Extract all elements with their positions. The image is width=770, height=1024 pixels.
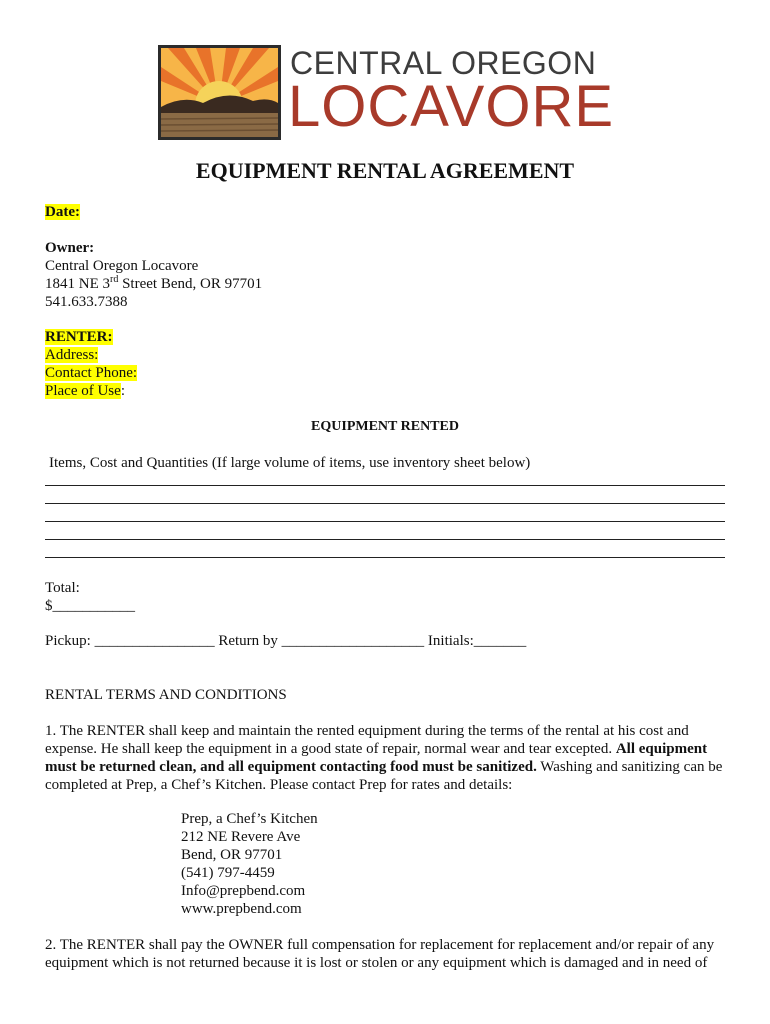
logo-text-bottom: LOCAVORE <box>288 74 615 139</box>
equipment-line[interactable] <box>45 521 725 522</box>
equipment-heading: EQUIPMENT RENTED <box>311 419 459 434</box>
renter-address-label: Address: <box>45 347 99 363</box>
renter-place-colon: : <box>120 383 125 399</box>
terms-p1-text: 1. The RENTER shall keep and maintain the rented equipment during the terms of the rental at his cost and expense. He shall keep the equipment in a good state of repair, normal wear and tear excepted. <box>45 723 689 757</box>
terms-heading: RENTAL TERMS AND CONDITIONS <box>45 687 287 703</box>
sunrise-logo-icon <box>158 45 281 140</box>
renter-phone-label: Contact Phone: <box>45 365 138 381</box>
prep-street: 212 NE Revere Ave <box>181 829 301 845</box>
prep-name: Prep, a Chef’s Kitchen <box>181 811 318 827</box>
equipment-line[interactable] <box>45 485 725 486</box>
document-title: EQUIPMENT RENTAL AGREEMENT <box>195 158 575 183</box>
terms-paragraph-2: 2. The RENTER shall pay the OWNER full compensation for replacement for replacement and/or repair of any equipment which is not returned because it is lost or stolen or any equipment which is damaged and in need of <box>45 937 715 971</box>
equipment-line[interactable] <box>45 503 725 504</box>
terms-p1-bold: All equipment must be returned clean, and all equipment contacting food must be sanitized. <box>45 741 708 775</box>
owner-label: Owner: <box>45 240 95 256</box>
total-label: Total: <box>45 580 80 596</box>
renter-phone-field[interactable] <box>45 364 137 382</box>
owner-address-part: 1841 NE 3 <box>45 276 110 292</box>
company-logo <box>158 45 618 140</box>
total-field[interactable]: $___________ <box>45 598 135 614</box>
renter-place-label: Place of Use <box>45 383 121 399</box>
renter-address-field[interactable] <box>45 346 98 364</box>
prep-city: Bend, OR 97701 <box>181 847 283 863</box>
pickup-return-initials-line[interactable]: Pickup: ________________ Return by ___________________ Initials:_______ <box>45 633 527 649</box>
terms-paragraph-1 <box>45 722 735 794</box>
renter-label-text: RENTER: <box>45 329 113 345</box>
owner-name: Central Oregon Locavore <box>45 258 199 274</box>
equipment-instructions: Items, Cost and Quantities (If large volume of items, use inventory sheet below) <box>49 455 531 471</box>
prep-website[interactable]: www.prepbend.com <box>181 901 302 917</box>
prep-email[interactable]: Info@prepbend.com <box>181 883 306 899</box>
prep-phone: (541) 797-4459 <box>181 865 275 881</box>
owner-address-sup: rd <box>110 274 119 285</box>
renter-label <box>45 328 113 346</box>
equipment-line[interactable] <box>45 557 725 558</box>
renter-place-field[interactable] <box>45 382 125 400</box>
owner-address <box>45 275 262 293</box>
date-label <box>45 203 80 221</box>
equipment-line[interactable] <box>45 539 725 540</box>
owner-phone: 541.633.7388 <box>45 294 128 310</box>
owner-address-part: Street Bend, OR 97701 <box>118 276 263 292</box>
date-label-text: Date: <box>45 204 80 220</box>
logo-text-top: CENTRAL OREGON <box>290 45 597 81</box>
terms-p1-text: Washing and sanitizing can be completed at Prep, a Chef’s Kitchen. Please contact Prep for rates and details: <box>45 759 723 793</box>
